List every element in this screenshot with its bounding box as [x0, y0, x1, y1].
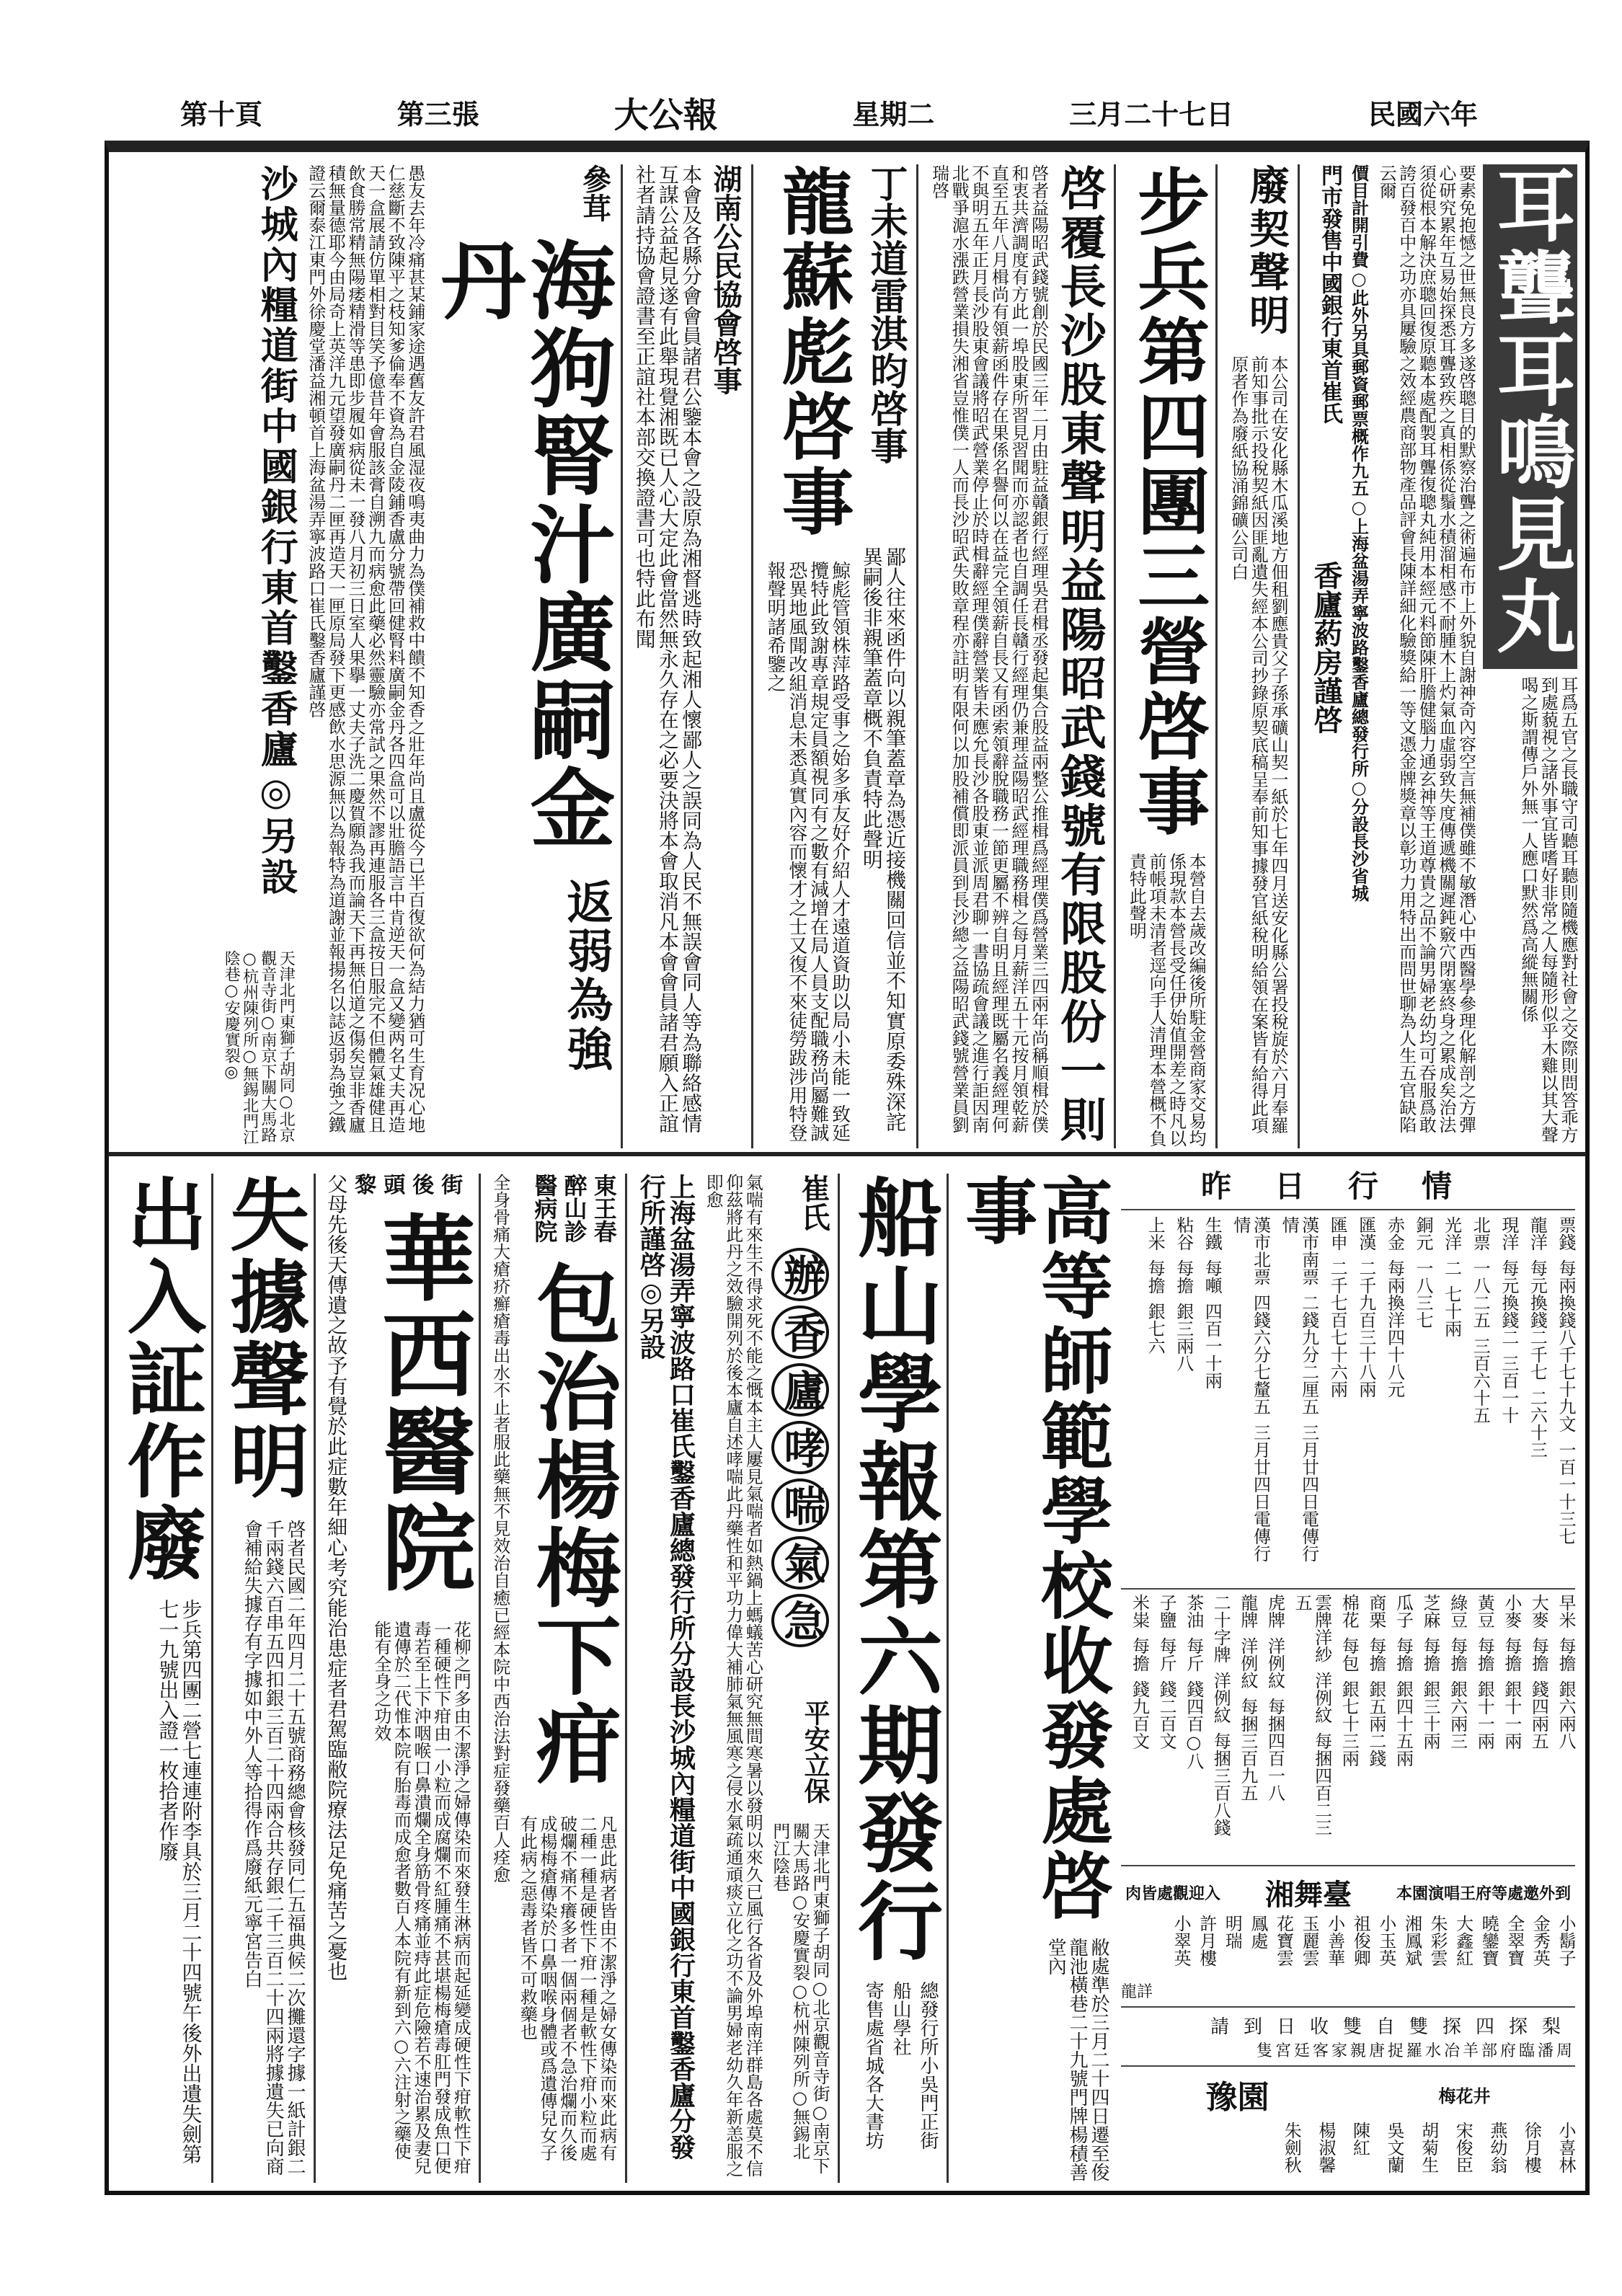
divider — [1121, 1588, 1575, 1590]
market-cell: 赤金 — [1384, 1216, 1405, 1251]
market-cell: 三百六十五 — [1470, 1337, 1491, 1424]
market-row — [1222, 1915, 1242, 1980]
lei-notice-title: 丁未道雷淇昀啓事 — [864, 164, 908, 464]
pass-void-notice — [114, 1174, 208, 2183]
market-cell: 銀六兩三 — [1447, 1680, 1468, 1750]
market-cell: 生鐵 — [1202, 1216, 1223, 1251]
market-cell: 銀五兩二錢 — [1365, 1680, 1386, 1768]
market-cell: 每擔 — [1474, 1637, 1495, 1672]
theatre-yuyuan-location: 梅花井 — [1438, 2085, 1491, 2106]
market-row — [1555, 1216, 1575, 1584]
column-rule — [751, 164, 753, 1148]
market-cell: 三百一十 — [1498, 1355, 1519, 1424]
chuanshan-journal-ad — [843, 1174, 944, 2183]
asthma-title-char: 香 — [771, 1306, 829, 1359]
market-row — [1555, 1915, 1575, 1980]
market-section — [1121, 1164, 1575, 2186]
void-deed-title: 廢契聲明 — [1242, 164, 1290, 337]
market-cell: 茶油 — [1183, 1594, 1204, 1629]
lost-receipt-body: 啓者民國二年四月二十五號商務總會核發同仁五福典候二次攤還字據一紙計銀二千兩錢六百串五四扣銀三百二十四兩合共存銀二千三百二十四兩將據遺失已向商會補給失據存有字據如中外人等拾得作爲廢紙元寧宮告白 — [241, 1520, 306, 2176]
market-row — [1504, 1915, 1524, 1980]
theatre-note-left: 本園演唱王府等處邀外到 — [1396, 1884, 1571, 1904]
theatre-yuyuan-title: 豫園 — [1205, 2079, 1269, 2117]
market-row — [1171, 1915, 1191, 1980]
huaxi-body: 花柳之門多由不潔淨之婦傳染而來發生淋病而起延變成硬性下疳軟性下疳一種硬性下疳由一小粒而成腐爛不紅腫痛不甚堪楊梅瘡毒肛門發成魚口便毒若至上下沖咽喉口鼻潰爛全身筋骨疼痛並痔此症危險若不速治累及妻兒遺傳於二代惟本院有胎毒而成愈者數百人本院有新到六○六注射之藥使能有全身之功效 — [371, 1621, 471, 2174]
syphilis-tags — [531, 1174, 616, 1253]
syphilis-tag: 醉山診 — [560, 1174, 588, 1243]
huaxi-intro: 父母先後天傳遺之故予有覺於此症數年細心考究能治患症者君駕臨敝院療法足免痛苦之憂也 — [324, 1174, 349, 1981]
asthma-title-char: 哮 — [771, 1421, 829, 1474]
market-cell: 洋例紋 — [1264, 1637, 1285, 1690]
market-row — [1412, 1216, 1432, 1584]
market-cell: 洋例紋 — [1237, 1637, 1258, 1690]
market-row — [1486, 2122, 1507, 2186]
market-cell: 小鬍子 — [1556, 1915, 1576, 1967]
market-cell: 每元換錢二 — [1498, 1259, 1519, 1347]
market-cell: 銀十一兩 — [1501, 1680, 1522, 1750]
haigou-heading — [426, 164, 616, 1087]
market-cell: 米粜 — [1129, 1594, 1150, 1629]
haigou-slogan: 返弱為強 — [559, 878, 613, 1074]
column-rule — [1298, 164, 1300, 1148]
market-cell: 銀四十五兩 — [1393, 1680, 1414, 1768]
long-notice — [763, 164, 855, 1148]
market-cell: 小翠英 — [1171, 1915, 1192, 1967]
market-cell: 三月廿四日電傳行情 — [1230, 1216, 1271, 1563]
market-row — [1470, 1216, 1490, 1584]
market-cell: 二千七百七十六兩 — [1327, 1259, 1348, 1399]
market-cell: 每兩換錢八千七十九文 — [1556, 1259, 1576, 1433]
haigou-ad — [305, 164, 616, 1148]
asthma-remedy-title — [771, 1246, 829, 1693]
column-rule — [211, 1174, 213, 2183]
market-cell: 每擔 — [1501, 1637, 1522, 1672]
money-rates-table — [1121, 1209, 1575, 1584]
market-cell: 四百一十兩 — [1202, 1303, 1223, 1390]
market-row — [1273, 1915, 1293, 1980]
market-cell: 每擔 — [1556, 1637, 1576, 1672]
asthma-remedy-body: 氣喘有來生不得求死不能之慨本主人屢見氣喘者如熱鍋上螞蟻苦心研究無間寒暑以發明以來久已風行各省及外埠南洋群島各處莫不信仰茲將此丹之效驗開列於後本廬自述哮喘此丹藥性和平功力偉大補肺氣無風寒之侵水氣疏通頑痰立化之功不論男婦老幼久年新恙服之即愈 — [703, 1174, 763, 2177]
market-row — [1555, 1594, 1575, 1861]
shacheng-branch-list: 天津北門東獅子胡同○北京觀音寺街○南京下關大馬路○杭州陳列所○無錫北門江陰巷○安慶實裂◎ — [222, 950, 296, 1145]
market-row — [1298, 1915, 1319, 1980]
masthead-paper: 大公報 — [613, 94, 718, 136]
market-cell: 雲牌洋紗 — [1311, 1594, 1332, 1664]
xianglu-shop-title: 門市發售中國銀行東首崔氏 — [1316, 164, 1342, 424]
market-cell: 曉鑾寶 — [1479, 1915, 1499, 1967]
market-cell: 銀七六 — [1145, 1303, 1166, 1355]
market-cell: 洋例紋 — [1210, 1672, 1231, 1724]
market-cell: 每擔 — [1145, 1259, 1166, 1295]
market-row — [1327, 1216, 1347, 1584]
top-half — [222, 164, 1577, 1148]
syphilis-title: 包治楊梅下疳 — [521, 1260, 622, 1788]
cui-slogan: 平安立保 — [800, 1700, 831, 1804]
syphilis-body: 凡患此病者皆由不潔淨之婦女傳染而來此病有二種一種是硬性下疳一種是軟性下疳小粒而處破爛不痛不癢多者一個兩個者不急治爛而久後成楊梅瘡傳染於口鼻咽喉身體或爲遺傳兒女子有此病之惡毒者皆不可救藥也 — [517, 1815, 617, 2161]
chuanshan-society: 船山學社 — [890, 1981, 912, 2056]
market-cell: 子鹽 — [1156, 1594, 1177, 1629]
goods-prices-table — [1121, 1594, 1575, 1861]
market-row — [1210, 1594, 1231, 1861]
column-rule — [947, 1174, 949, 2183]
market-row — [1278, 1216, 1318, 1584]
market-row — [1281, 2122, 1301, 2186]
normal-school-body: 敝處準於三月二十四日遷至俊龍池橫巷二十九號門牌楊積善堂內 — [1045, 1938, 1109, 2181]
lei-notice-body: 鄙人往來函件向以親筆蓋章為憑近接機關回信並不知實原委殊深詫異嗣後非親筆蓋章概不負責特此聲明 — [859, 546, 908, 1132]
column-rule — [838, 1174, 840, 2183]
market-row — [1156, 1594, 1176, 1861]
column-rule — [625, 1174, 627, 2183]
asthma-title-char: 廬 — [771, 1363, 829, 1417]
market-row — [1264, 1594, 1285, 1861]
market-cell: 每捆四百二三五 — [1292, 1594, 1332, 1837]
market-cell: 銀三兩八 — [1173, 1303, 1194, 1373]
market-cell: 洋例紋 — [1311, 1672, 1332, 1724]
market-row — [1129, 1594, 1149, 1861]
theatre-yuyuan-actors — [1121, 2122, 1575, 2186]
asthma-remedy-branches: 天津北門東獅子胡同○北京觀音寺街○南京下關大馬路○安慶實裂○杭州陳列所○無錫北門江陰巷 — [769, 1822, 830, 2174]
syphilis-note: 全身骨痛大瘡疥癬瘡毒出水不止者服此藥無不見效治自癒已經本院中西治法對症發藥百人痊愈 — [489, 1174, 510, 1883]
market-cell: 二 — [1441, 1259, 1462, 1277]
market-cell: 龍洋 — [1527, 1216, 1548, 1251]
market-cell: 吳文蘭 — [1384, 2122, 1405, 2174]
xianglu-shop-sign: 香廬葯房謹啓 — [1308, 561, 1343, 734]
market-cell: 每包 — [1339, 1637, 1360, 1672]
market-cell: 黃豆 — [1474, 1594, 1495, 1629]
lost-receipt-title: 失據聲明 — [217, 1174, 311, 1502]
market-row — [1474, 1594, 1494, 1861]
theatre-note-right: 肉皆處觀迎入 — [1125, 1884, 1221, 1904]
market-cell: 銀三十兩 — [1420, 1680, 1441, 1750]
theatre-yuyuan-header — [1121, 2071, 1575, 2117]
ear-pill-banner-stack — [1483, 164, 1578, 1145]
market-row — [1498, 1216, 1518, 1584]
masthead-sheet: 第三張 — [396, 97, 479, 130]
market-cell: 匯漢 — [1355, 1216, 1376, 1251]
chuanshan-agents: 寄售處省城各大書坊 — [862, 1981, 885, 2150]
divider — [1121, 2065, 1575, 2067]
market-cell: 光洋 — [1441, 1216, 1462, 1251]
void-deed-body: 本公司在安化縣木瓜溪地方佃租劉應貴父子孫承礦山契一紙於七年四月送安化縣公署投稅旋於六月奉羅前知事批示投稅契紙因匪亂遺失經本公司抄錄原契底稿呈奉前知事據發官紙稅明給領在案皆有給得此項原者作為廢紙協涌錦礦公司白 — [1228, 355, 1288, 1134]
masthead-weekday: 星期二 — [852, 97, 935, 130]
hunan-assoc-title: 湖南公民協會啓事 — [709, 164, 743, 395]
market-row — [1196, 1915, 1216, 1980]
market-cell: 二錢九分二厘五 — [1298, 1294, 1319, 1416]
masthead-date: 三月二十七日 — [1069, 97, 1234, 130]
market-row — [1355, 1216, 1375, 1584]
market-row — [1237, 1594, 1257, 1861]
ear-pill-ad — [1310, 164, 1577, 1148]
market-cell: 陳紅 — [1350, 2122, 1370, 2157]
market-row — [1365, 1594, 1386, 1861]
market-cell: 朱劍秋 — [1281, 2122, 1302, 2174]
ear-pill-banner: 耳聾耳鳴見丸 — [1483, 164, 1578, 669]
normal-school-title: 高等師範學校收發處啓事 — [953, 1174, 1114, 1923]
market-row — [1324, 1915, 1344, 1980]
column-rule — [479, 1174, 481, 2183]
market-cell: 楊淑馨 — [1315, 2122, 1336, 2174]
market-row — [1350, 2122, 1370, 2186]
asthma-title-char: 急 — [771, 1594, 829, 1647]
ear-pill-text: 要素免抱憾之世無良方多遂啓聰目的默察治聾之術遍布市上外貌自謝神奇內容空言無補僕雖不敏潛心中西醫學參理化解剖之方彈心研究累年互易始探悉耳聾致疾之真相係從鬚水積溜相感不耐腫木上灼氣血虛弱致失度傳遞機關遲鈍竅穴閉塞終身之累成矣治法須從根本解決庶聰回復原聽本處配製耳聾復聰丸純用本經元料節陳肝膽健腦力通玄神等王道尊貴之品不論男婦老幼均可吞服爲敢誇百發百中之功亦具屢驗之效經農商部物產品評會長陳詳細化驗獎給一等文憑金牌獎章以彰功力用特出而問世聊為人生五官缺陷云爾 — [1376, 164, 1476, 1133]
market-cell: 早米 — [1556, 1594, 1576, 1629]
market-cell: 每擔 — [1420, 1637, 1441, 1672]
market-cell: 許月樓 — [1196, 1915, 1217, 1967]
market-row — [1173, 1216, 1193, 1584]
column-rule — [314, 1174, 316, 2183]
market-cell: 錢四兩五 — [1528, 1680, 1549, 1750]
market-cell: 北票 — [1470, 1216, 1491, 1251]
shacheng-branch — [222, 164, 298, 1148]
market-title: 昨日行情 — [1200, 1169, 1495, 1204]
market-cell: 瓜子 — [1393, 1594, 1414, 1629]
market-cell: 二十字牌 — [1210, 1594, 1231, 1664]
market-row — [1291, 1594, 1331, 1861]
market-cell: 每擔 — [1528, 1637, 1549, 1672]
market-row — [1479, 1915, 1499, 1980]
market-row — [1419, 1594, 1440, 1861]
column-rule — [916, 164, 918, 1148]
lost-receipt-notice — [217, 1174, 311, 2183]
market-cell: 每捆三百八錢 — [1210, 1732, 1231, 1837]
huaxi-hospital-ad — [324, 1173, 477, 2183]
market-cell: 棉花 — [1339, 1594, 1360, 1629]
haigou-body: 愚友去年冷痛甚某鋪家途遇舊友許君風湿夜鳴夷曲力為僕補救中饋不知香之壯年尚且盧從今已半百復欲何為結力猶可生育况心地仁慈斷不致陳平之枝知爹倫奉不資為自金陵鋪香盧分號帶回健腎料廣嗣金丹各四盒可以壯膽語言中肯逆天一盒又變两名丈夫再造天一盒展請仿單相對目笑予億昔年會服該膏自溯九而病愈此藥必然靈驗亦常試之果然不謬再連服各三盒按日服完不但體氣雄健且飲食勝常精無陽痿精滑等患即步履如病從未一發八月初三日室人果擧一丈夫子洗二慶賀願為我而論天下再無伯道之傷矣豈非香廬積無量德耶今由局奇上英洋九元望發廣嗣丹二匣再造天一匣原局發下更感飲水思源無以為報特為道謝並報揚名以誌返弱為強之鐵證云爾泰江東門外徐慶堂潘益湘頓首上海盆湯弄寧波路口崔氏鑿香廬謹啓 — [305, 164, 425, 1133]
market-row — [1375, 1915, 1396, 1980]
market-cell: 小麥 — [1501, 1594, 1522, 1629]
market-cell: 胡菊生 — [1418, 2122, 1439, 2174]
market-cell: 每斤 — [1183, 1637, 1204, 1672]
market-row — [1453, 2122, 1473, 2186]
huaxi-hospital-title: 華西醫院 — [366, 1210, 477, 1596]
market-row — [1350, 1915, 1370, 1980]
hunan-assoc-notice — [633, 164, 742, 1148]
market-cell: 金秀英 — [1530, 1915, 1551, 1967]
market-cell: 燕幼翁 — [1486, 2122, 1507, 2174]
market-row — [1202, 1216, 1222, 1584]
market-cell: 每捆三百九五 — [1237, 1698, 1258, 1802]
market-cell: 匯申 — [1327, 1216, 1348, 1251]
haigou-tag: 參茸 — [577, 164, 612, 222]
market-cell: 小善華 — [1324, 1915, 1345, 1967]
masthead-date-roc: 民國六年 — [1368, 97, 1478, 130]
infantry-notice — [1125, 164, 1211, 1148]
market-cell: 每擔 — [1393, 1637, 1414, 1672]
market-cell: 芝麻 — [1420, 1594, 1441, 1629]
market-cell: 花寶雲 — [1273, 1915, 1294, 1967]
market-cell: 一八二五 — [1470, 1259, 1491, 1329]
long-notice-title: 龍蘇彪啓事 — [769, 164, 855, 539]
masthead — [180, 90, 1478, 136]
asthma-title-char: 喘 — [771, 1479, 829, 1532]
asthma-remedy-ad — [636, 1174, 829, 2183]
market-cell: 宋俊臣 — [1453, 2122, 1473, 2174]
market-row — [1501, 1594, 1521, 1861]
divider — [1121, 1865, 1575, 1866]
market-cell: 銅元 — [1413, 1216, 1434, 1251]
pass-void-body: 步兵第四團二營七連連附李具於三月二十四號午後外出遺失劍第七一九號出入證一枚拾者作廢 — [156, 1599, 203, 2164]
cui-brand-name: 崔氏 — [797, 1174, 831, 1231]
hunan-assoc-body: 本會及各縣分會會員諸君公鑒本會之設原為湘督逃時致起湘人懷鄙人之誤同為人民不無誤會同人等為聯絡感情互謀公益起見遂有此舉現覺湘既已人心大定此會當然無永久存在之必要決將本會取消凡本會會員諸君願入正誼社者請持協會證書至正誼社本部交換證書可也特此布聞 — [632, 164, 704, 1133]
market-cell: 每元換錢二千七 — [1527, 1259, 1548, 1381]
market-cell: 徐月樓 — [1521, 2122, 1542, 2174]
market-cell: 錢四百○八 — [1183, 1680, 1204, 1770]
market-row — [1527, 1216, 1547, 1584]
market-row — [1401, 1915, 1422, 1980]
market-cell: 漢市南票 — [1298, 1216, 1319, 1286]
zhaowu-notice — [929, 164, 1107, 1148]
infantry-notice-body: 本營自去歲改編後所駐金營商家交易均係現款本營長受任伊始值開差之時凡以前帳項未清者逕向手人清理本營概不負責特此聲明 — [1126, 853, 1207, 1147]
haigou-title: 海狗腎汁廣嗣金丹 — [426, 236, 616, 852]
market-row — [1555, 2122, 1575, 2186]
void-deed-notice — [1228, 164, 1288, 1141]
market-row — [1528, 1594, 1548, 1861]
theatre-notice-line: 隻宮廷客家親唐捉羅水冶羊部府臨潘周 — [1256, 2042, 1575, 2061]
market-row — [1521, 2122, 1541, 2186]
market-row — [1230, 1216, 1269, 1584]
column-rule — [1215, 164, 1218, 1148]
chuanshan-publisher: 總發行所小吳門正街 — [917, 1981, 939, 2150]
ear-pill-price: 價目計開引費○此外另具郵資郵票概作九五○上海盆湯弄寧波路鑿香廬總發行所○分設長沙省城 — [1348, 164, 1370, 902]
market-cell: 每斤 — [1156, 1637, 1177, 1672]
market-row — [1383, 2122, 1404, 2186]
theatre-xiangwu-title: 湘舞臺 — [1265, 1878, 1352, 1912]
huaxi-heading — [355, 1173, 477, 2176]
market-row — [1247, 1915, 1267, 1980]
market-cell: 銀七十三兩 — [1339, 1680, 1360, 1768]
zhaowu-notice-title: 啓覆長沙股東聲明益陽昭武錢號有限股份一則 — [1052, 164, 1107, 1145]
market-cell: 朱彩雲 — [1427, 1915, 1448, 1967]
market-row — [1339, 1594, 1359, 1861]
asthma-title-char: 氣 — [771, 1536, 829, 1590]
shacheng-branch-title: 沙城內糧道街中國銀行東首鑿香廬◎另設 — [254, 164, 298, 897]
market-cell: 商栗 — [1365, 1594, 1386, 1629]
normal-school-notice — [953, 1174, 1114, 2183]
market-cell: 綠豆 — [1447, 1594, 1468, 1629]
market-row — [1393, 1594, 1413, 1861]
market-cell: 漢市北票 — [1250, 1216, 1271, 1286]
market-cell: 龍牌 — [1237, 1594, 1258, 1629]
market-cell: 玉麗雲 — [1299, 1915, 1320, 1967]
market-cell: 一百一十三七 — [1556, 1441, 1576, 1546]
syphilis-heading — [517, 1174, 622, 2176]
market-cell: 上米 — [1145, 1216, 1166, 1251]
market-cell: 每捆四百一八 — [1264, 1698, 1285, 1802]
center-divider — [108, 1152, 1586, 1156]
market-cell: 現洋 — [1498, 1216, 1519, 1251]
market-row — [1145, 1216, 1165, 1584]
market-cell: 全翠寶 — [1504, 1915, 1525, 1967]
market-cell: 虎牌 — [1264, 1594, 1285, 1629]
market-cell: 每擔 — [1447, 1637, 1468, 1672]
infantry-notice-title: 步兵第四團三營啓事 — [1125, 164, 1211, 839]
market-cell: 小玉英 — [1375, 1915, 1396, 1967]
huaxi-address: 黎頭後街 — [355, 1173, 471, 1198]
market-cell: 湘鳳斌 — [1401, 1915, 1422, 1967]
market-cell: 每噸 — [1202, 1259, 1223, 1295]
ear-pill-body: 耳爲五官之長職守司聽耳聽則隨機應對社會之交際則問答乖方到處藐視之諸外事宜皆嗜好非常之人每隨形似乎木雞以其大聲喝之斯謂傳戶外無一人應口默然爲高縱無關係 — [1517, 676, 1578, 1143]
market-cell: 四錢六分七釐五 — [1250, 1294, 1271, 1416]
market-row — [1427, 1915, 1447, 1980]
market-row — [1315, 2122, 1335, 2186]
bottom-half — [114, 1173, 1114, 2183]
market-row — [1530, 1915, 1550, 1980]
chuanshan-publishers — [861, 1981, 938, 2183]
market-cell: 每兩換洋四十八元 — [1384, 1259, 1405, 1399]
market-cell: 每擔 — [1365, 1637, 1386, 1672]
xianglu-shop — [1310, 164, 1342, 777]
market-cell: 明瑞 — [1222, 1915, 1243, 1950]
syphilis-tag: 東王春 — [590, 1174, 618, 1243]
market-cell: 銀六兩八 — [1556, 1680, 1576, 1750]
market-cell: 三月廿四日電傳行情 — [1279, 1216, 1319, 1563]
lei-notice — [860, 164, 906, 1148]
market-cell: 一八三七 — [1413, 1259, 1434, 1329]
asthma-title-char: 辦 — [771, 1248, 829, 1301]
market-cell: 粘谷 — [1173, 1216, 1194, 1251]
theatre-notice-line: 請到日收雙自雙探四探梨 — [1210, 2016, 1575, 2039]
market-cell: 錢二百文 — [1156, 1680, 1177, 1750]
asthma-remedy-tail: 上海盆湯弄寧波路口崔氏鑿香廬總發行所分設長沙城內糧道街中國銀行東首鑿香廬分發行所謹啓◎另設 — [636, 1174, 696, 2160]
syphilis-ad — [489, 1174, 622, 2183]
pass-void-title: 出入証作廢 — [114, 1174, 208, 1584]
market-cell: 票錢 — [1556, 1216, 1576, 1251]
market-row — [1441, 1216, 1461, 1584]
theatre-xiangwu-header — [1121, 1871, 1575, 1915]
market-row — [1418, 2122, 1438, 2186]
theatre-xiangwu-actors — [1121, 1915, 1575, 1980]
market-cell: 大鑫紅 — [1453, 1915, 1473, 1967]
market-cell: 大麥 — [1528, 1594, 1549, 1629]
asthma-remedy-heading — [769, 1174, 829, 2176]
market-row — [1384, 1216, 1404, 1584]
market-row — [1183, 1594, 1203, 1861]
masthead-page: 第十頁 — [180, 97, 263, 130]
market-cell: 二六十三 — [1527, 1389, 1548, 1459]
zhaowu-notice-body: 啓者益陽昭武錢號創於民國三年二月由駐益贛銀行經理吳君楫丞發起集合股益兩整公推楫爲經理僕爲營業三四兩年尚稱順楫於僕和衷共濟調度有方此一埠股東所習見習聞而亦認者也自調任長贛行經理仍兼理益陽昭武經理職務楫之每月薪洋五十元按月領乾薪直至五年八月楫尚有領薪函件存在果係名譽何以在益完全領薪自長又有函索領辭脫職務一節更屬不辨自明且經理既屬名義經理何不與明五年正月長沙股東會議將昭武營業停止於時楫辭經理僕辭營業皆未應允長沙各股東並派周君聊一書協疏會議之進行詎因南北戰爭滬水漲跌營業損失湘省豈惟僕一人而長沙昭武失敗章程亦註明有限何以加股補償即派員到長沙總之益陽昭武錢號營業員劉瑞啓 — [929, 164, 1049, 1133]
theatre-bracket: 龍詳 — [1121, 1983, 1153, 2002]
long-notice-body: 鯨彪管領株萍路受事之始多承友好介紹人才遠道資助以局小未能一致延攬特此致謝專章規定員額視同有之數有減增在局人員支配職務尚屬難誠恐異地風聞改組消息未悉真實內容而懷才之士又復不來徒勞跋涉用特登報聲明諸希鑒之 — [763, 561, 851, 1142]
market-cell: 錢九百文 — [1129, 1680, 1150, 1750]
column-rule — [1114, 164, 1116, 1148]
market-row — [1447, 1594, 1467, 1861]
syphilis-tag: 醫病院 — [531, 1174, 559, 1243]
chuanshan-journal-title: 船山學報第六期發行 — [843, 1174, 944, 1965]
market-row — [1453, 1915, 1473, 1980]
divider — [1121, 2006, 1575, 2008]
market-cell: 七十兩 — [1441, 1285, 1462, 1338]
market-cell: 銀十一兩 — [1474, 1680, 1495, 1750]
market-cell: 鳳處 — [1247, 1915, 1268, 1950]
market-cell: 每擔 — [1173, 1259, 1194, 1295]
market-cell: 小喜林 — [1556, 2122, 1576, 2174]
market-cell: 祖俊卿 — [1350, 1915, 1371, 1967]
market-cell: 每擔 — [1129, 1637, 1150, 1672]
market-cell: 二千九百三十八兩 — [1355, 1259, 1376, 1399]
column-rule — [621, 164, 623, 1148]
